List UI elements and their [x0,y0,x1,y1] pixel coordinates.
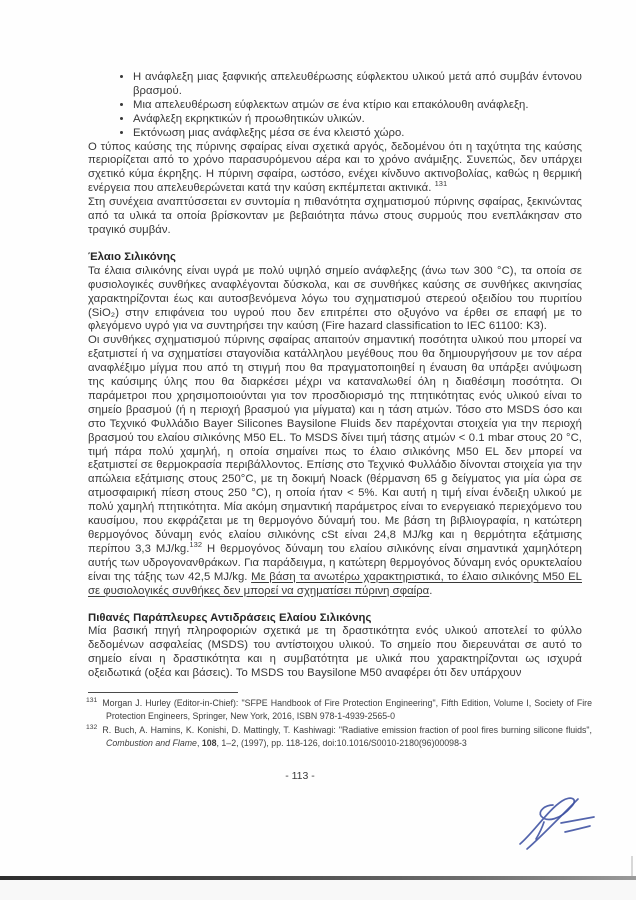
footnote-separator [88,692,238,693]
bullet-list [88,71,582,141]
paragraph-text: Η θερμογόνος δύναμη του ελαίου σιλικόνης είναι σημαντικά χαμηλότερη αυτής των υδρογονανθράκων. Για παράδειγμα, η κατώτερη θερμογόνος δύναμη ενός ορυκτελαίου είναι της τάξης των 42,5 MJ/kg. [88,542,583,583]
footnote-text: , 1–2, (1997), pp. 118-126, doi:10.1016/S0010-2180(96)00098-3 [216,737,467,748]
footnote-text: R. Buch, A. Hamins, K. Konishi, D. Mattingly, T. Kashiwagi: "Radiative emission fraction of pool fires burning silicone fluids", [102,724,592,735]
footnote-text: Morgan J. Hurley (Editor-in-Chief): "SFPE Handbook of Fire Protection Engineering", Fifth Edition, Volume I, Society of Fire Protection Engineers, Springer, New York, 2016, ISBN 978-1-4939-2565-0 [102,698,592,721]
paragraph-text: Ο τύπος καύσης της πύρινης σφαίρας είναι σχετικά αργός, δεδομένου ότι η ταχύτητα της καύσης περιορίζεται από το χρόνο παρασυρόμενου αέρα και το χρόνο ανάμιξης. Συνεπώς, δεν υπάρχει σχετικό κύμα έκρηξης. Η πύρινη σφαίρα, ωστόσο, ενέχει κίνδυνο ακτινοβολίας, καθώς η θερμική ενέργεια που απελευθερώνεται κατά την καύση εκπέμπεται ακτινικά. [88,140,582,195]
footnote-marker: 131 [86,697,98,705]
paragraph-fireball-combustion [88,141,582,197]
list-item: • Η ανάφλεξη μιας ξαφνικής απελευθέρωσης εύφλεκτου υλικού μετά από συμβάν έντονου βρασμού. [133,71,582,99]
footnote-ref-132: 132 [189,540,203,550]
list-item: • Ανάφλεξη εκρηκτικών ή προωθητικών υλικών. [133,113,582,127]
footnote-text: , [196,737,202,748]
paragraph-overview: Στη συνέχεια αναπτύσσεται εν συντομία η πιθανότητα σχηματισμού πύρινης σφαίρας, ξεκινώντας από τα υλικά τα οποία βρίσκονταν με βεβαιότητα πάνω στους συρμούς που ενεπλάκησαν στο τραγικό συμβάν. [88,196,582,236]
list-item: • Εκτόνωση μιας ανάφλεξης μέσα σε ένα κλειστό χώρο. [133,127,582,141]
list-item: • Μια απελευθέρωση εύφλεκτων ατμών σε ένα κτίριο και επακόλουθη ανάφλεξη. [133,99,582,113]
paragraph-fireball-conditions [88,334,582,598]
footnote-volume: 108 [201,737,217,748]
footnote-area [86,692,592,751]
paragraph-text: . [429,584,433,597]
paragraph-msds-reactivity: Μία βασική πηγή πληροφοριών σχετικά με τη δραστικότητα ενός υλικού αποτελεί το φύλλο δεδομένων ασφαλείας (MSDS) του αντίστοιχου υλικού. Το σημείο που διερευνάται σε αυτό το σημείο είναι η δραστικότητα και η συμβατότητα με υλικά που χαρακτηρίζονται ως ισχυρά οξειδωτικά (οξέα και βάσεις). Το MSDS του Baysilone M50 αναφέρει ότι δεν υπάρχουν [88,625,582,680]
signature-icon [506,792,602,852]
page-number: - 113 - [285,770,315,782]
underlined-conclusion: Με βάση τα ανωτέρω χαρακτηριστικά, το έλαιο σιλικόνης M50 EL σε φυσιολογικές συνθήκες δεν μπορεί να σχηματίσει πύρινη σφαίρα [88,570,582,597]
content-area [88,71,582,681]
scan-below-edge-area [0,880,636,900]
scan-right-edge-mark [631,856,633,876]
section-heading-side-reactions: Πιθανές Παράπλευρες Αντιδράσεις Ελαίου Σιλικόνης [88,611,372,624]
paragraph-silicone-properties: Τα έλαια σιλικόνης είναι υγρά με πολύ υψηλό σημείο ανάφλεξης (άνω των 300 °C), τα οποία σε φυσιολογικές συνθήκες αναφλέγονται δύσκολα, και σε συνθήκες καύσης σε συνθήκες ακινησίας χαρακτηρίζονται έως και αυτοσβενόμενα λόγω του σχηματισμού στερεού οξειδίου του πυριτίου (SiO₂) στην επιφάνεια του υγρού που δεν επιτρέπει στο οξυγόνο να έρθει σε επαφή με το φλεγόμενο υγρό για να συντηρήσει την καύση (Fire hazard classification to IEC 61100: K3). [88,264,582,333]
section-heading-silicone-oil: Έλαιο Σιλικόνης [88,250,176,263]
footnote-ref-131: 131 [434,179,448,189]
footnote-marker: 132 [86,723,98,731]
paragraph-text: Οι συνθήκες σχηματισμού πύρινης σφαίρας απαιτούν σημαντική ποσότητα υλικού που μπορεί να εξατμιστεί ή να σχηματίσει σταγονίδια κατάλληλου μεγέθους που θα δημιουργήσουν με τον αέρα αναφλέξιμο μίγμα που από τη στιγμή που θα πραγματοποιηθεί η έναυση θα υπάρξει ανύψωση της καύσιμης ύλης που θα διαρκέσει μέχρι να καταναλωθεί όλη η διαθέσιμη ποσότητα. Οι παράμετροι που χρησιμοποιούνται για τον προσδιορισμό της πτητικότητας ενός υλικού είναι το σημείο βρασμού (ή η περιοχή βρασμού για μίγματα) και η τάση ατμών. Τόσο στο MSDS όσο και στο Τεχνικό Φυλλάδιο Bayer Silicones Baysilone Fluids δεν παρέχονται στοιχεία για την περιοχή βρασμού του ελαίου σιλικόνης M50 EL. Το MSDS δίνει τιμή τάσης ατμών < 0.1 mbar στους 20 °C, τιμή πάρα πολύ χαμηλή, η οποία σημαίνει πως το έλαιο σιλικόνης M50 EL δεν μπορεί να εξατμιστεί σε θερμοκρασία περιβάλλοντος. Επίσης στο Τεχνικό Φυλλάδιο δίνονται στοιχεία για την απώλεια εξάτμισης στους 250°C, με τη δοκιμή Noack (θέρμανση 65 g δείγματος για μία ώρα σε ατμοσφαιρική πίεση στους 250 °C), η οποία ήταν < 5%. Και αυτή η τιμή είναι ένδειξη υλικού με πολύ χαμηλή πτητικότητα. Μία ακόμη σημαντική παράμετρος είναι το ενεργειακό περιεχόμενο του καυσίμου, που εκφράζεται με τη θερμογόνο δύναμή του. Με βάση τη βιβλιογραφία, η κατώτερη θερμογόνος δύναμη ενός ελαίου σιλικόνης cSt είναι 24,8 MJ/kg και η θερμότητα εξάτμισης περίπου 3,3 MJ/kg. [88,334,582,555]
footnote-131 [86,697,592,723]
footnote-132 [86,724,592,750]
footnote-journal-title: Combustion and Flame [106,737,197,748]
